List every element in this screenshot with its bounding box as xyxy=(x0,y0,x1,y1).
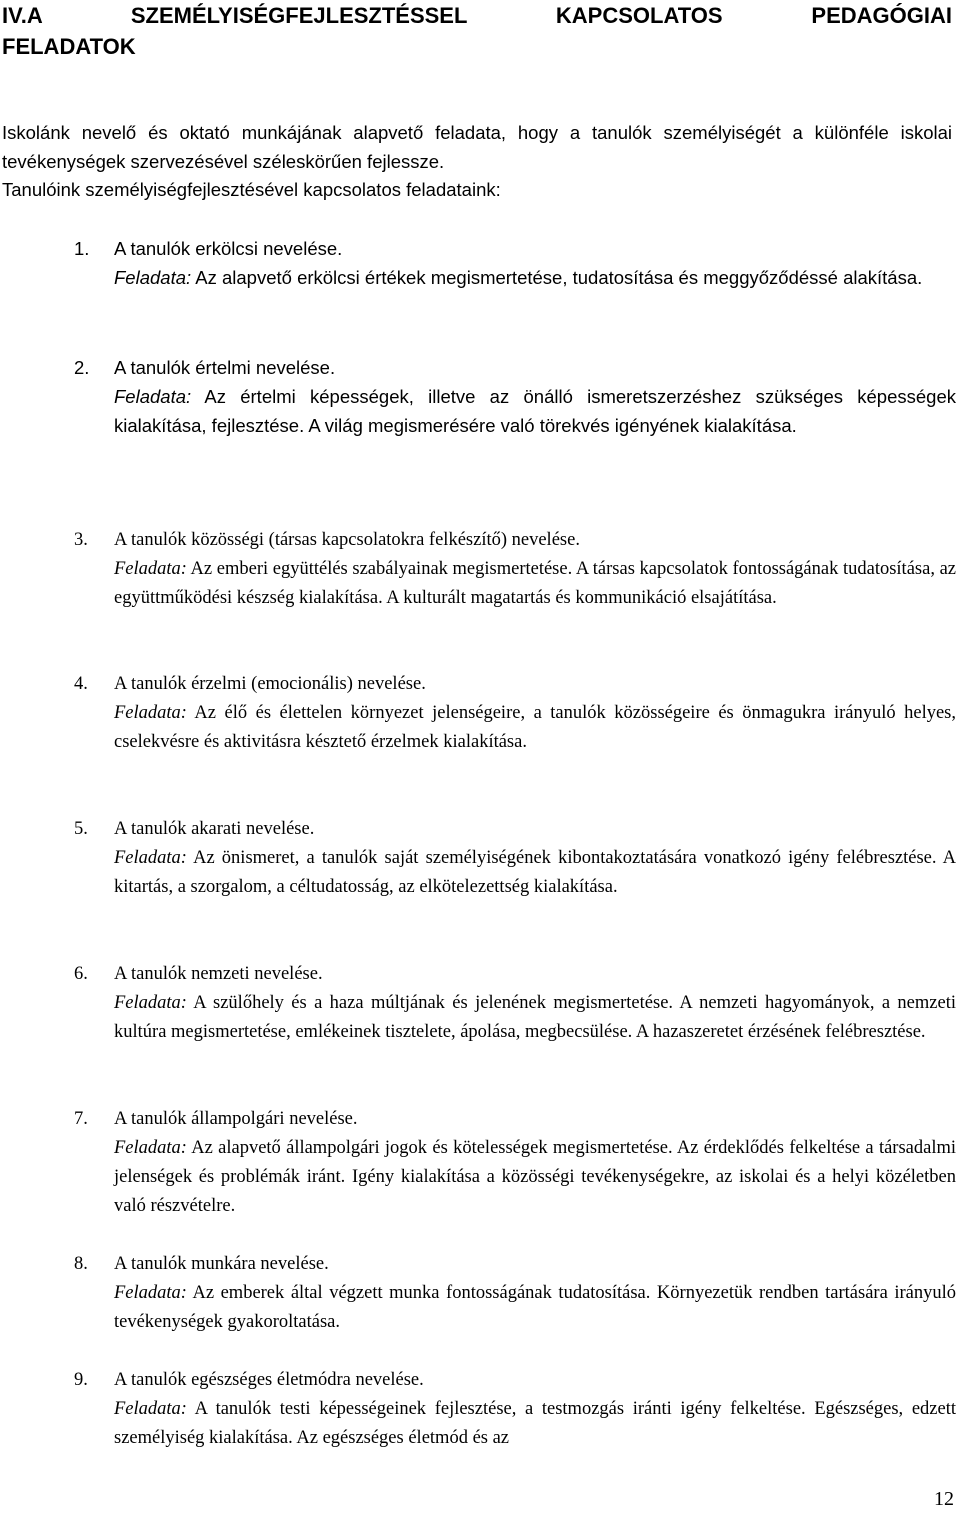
item-title: A tanulók akarati nevelése. xyxy=(114,819,315,839)
item-text: Az önismeret, a tanulók saját személyiségének kibontakoztatására vonatkozó igény felébresztése. A kitartás, a szorgalom, a céltudatosság, az elkötelezettség kialakítása. xyxy=(114,848,956,897)
list-item xyxy=(74,670,956,757)
list-item xyxy=(74,353,956,440)
item-body xyxy=(114,989,956,1047)
item-number: 9. xyxy=(74,1370,88,1390)
item-number: 6. xyxy=(74,964,88,984)
item-label: Feladata: xyxy=(114,1138,187,1158)
section-heading-line2: FELADATOK xyxy=(2,34,136,59)
list-item xyxy=(74,1366,956,1453)
item-text: Az emberek által végzett munka fontosságának tudatosítása. Környezetük rendben tartására irányuló tevékenységek gyakoroltatása. xyxy=(114,1283,956,1332)
item-number: 5. xyxy=(74,819,88,839)
item-body xyxy=(114,555,956,613)
item-number: 1. xyxy=(74,238,90,259)
list-item xyxy=(74,1250,956,1337)
item-title: A tanulók állampolgári nevelése. xyxy=(114,1109,358,1129)
item-text: A tanulók testi képességeinek fejlesztése, a testmozgás iránti igény felkeltése. Egészséges, edzett személyiség kialakítása. Az egészséges életmód és az xyxy=(114,1399,956,1448)
section-heading xyxy=(2,0,952,62)
item-title: A tanulók munkára nevelése. xyxy=(114,1254,329,1274)
section-heading-line1: IV.A SZEMÉLYISÉGFEJLESZTÉSSEL KAPCSOLATOS PEDAGÓGIAI xyxy=(2,3,952,28)
item-number: 3. xyxy=(74,530,88,550)
list-item xyxy=(74,815,956,902)
item-title: A tanulók érzelmi (emocionális) nevelése. xyxy=(114,674,426,694)
list-item xyxy=(74,234,956,292)
item-title: A tanulók erkölcsi nevelése. xyxy=(114,238,343,259)
item-label: Feladata: xyxy=(114,1399,187,1419)
item-label: Feladata: xyxy=(114,386,192,407)
item-text: Az alapvető erkölcsi értékek megismertetése, tudatosítása és meggyőződéssé alakítása. xyxy=(191,267,923,288)
item-title: A tanulók közösségi (társas kapcsolatokra felkészítő) nevelése. xyxy=(114,530,580,550)
intro-text xyxy=(2,119,952,205)
item-body xyxy=(114,844,956,902)
list-item xyxy=(74,960,956,1047)
item-text: Az értelmi képességek, illetve az önálló ismeretszerzéshez szükséges képességek kialakítása, fejlesztése. A világ megismerésére való törekvés igényének kialakítása. xyxy=(114,386,956,436)
intro-paragraph: Iskolánk nevelő és oktató munkájának alapvető feladata, hogy a tanulók személyiségét a különféle iskolai tevékenységek szervezésével széleskörűen fejlessze. xyxy=(2,122,952,172)
list-item xyxy=(74,526,956,613)
item-number: 7. xyxy=(74,1109,88,1129)
item-label: Feladata: xyxy=(114,993,187,1013)
item-number: 8. xyxy=(74,1254,88,1274)
item-body xyxy=(114,699,956,757)
page-number: 12 xyxy=(934,1488,954,1510)
item-label: Feladata: xyxy=(114,703,187,723)
item-label: Feladata: xyxy=(114,559,187,579)
item-title: A tanulók egészséges életmódra nevelése. xyxy=(114,1370,424,1390)
item-number: 2. xyxy=(74,357,90,378)
item-text: A szülőhely és a haza múltjának és jelenének megismertetése. A nemzeti hagyományok, a nemzeti kultúra megismertetése, emlékeinek tisztelete, ápolása, megbecsülése. A hazaszeretet érzésének felébresztése. xyxy=(114,993,956,1042)
item-label: Feladata: xyxy=(114,1283,187,1303)
item-title: A tanulók nemzeti nevelése. xyxy=(114,964,323,984)
list-item xyxy=(74,1105,956,1221)
item-body xyxy=(114,1279,956,1337)
intro-lead: Tanulóink személyiségfejlesztésével kapcsolatos feladataink: xyxy=(2,179,501,200)
item-title: A tanulók értelmi nevelése. xyxy=(114,357,336,378)
item-body xyxy=(114,1395,956,1453)
item-text: Az alapvető állampolgári jogok és kötelességek megismertetése. Az érdeklődés felkeltése a társadalmi jelenségek és problémák iránt. Igény kialakítása a közösségi tevékenységekre, az iskolai és a helyi közéletben való részvételre. xyxy=(114,1138,956,1216)
item-body xyxy=(114,1134,956,1221)
item-text: Az élő és élettelen környezet jelenségeire, a tanulók közösségeire és önmagukra irányuló helyes, cselekvésre és aktivitásra késztető érzelmek kialakítása. xyxy=(114,703,956,752)
item-label: Feladata: xyxy=(114,848,187,868)
item-label: Feladata: xyxy=(114,267,192,288)
item-number: 4. xyxy=(74,674,88,694)
item-body xyxy=(114,263,956,292)
item-body xyxy=(114,382,956,440)
item-text: Az emberi együttélés szabályainak megismertetése. A társas kapcsolatok fontosságának tudatosítása, az együttműködési készség kialakítása. A kulturált magatartás és kommunikáció elsajátítása. xyxy=(114,559,956,608)
